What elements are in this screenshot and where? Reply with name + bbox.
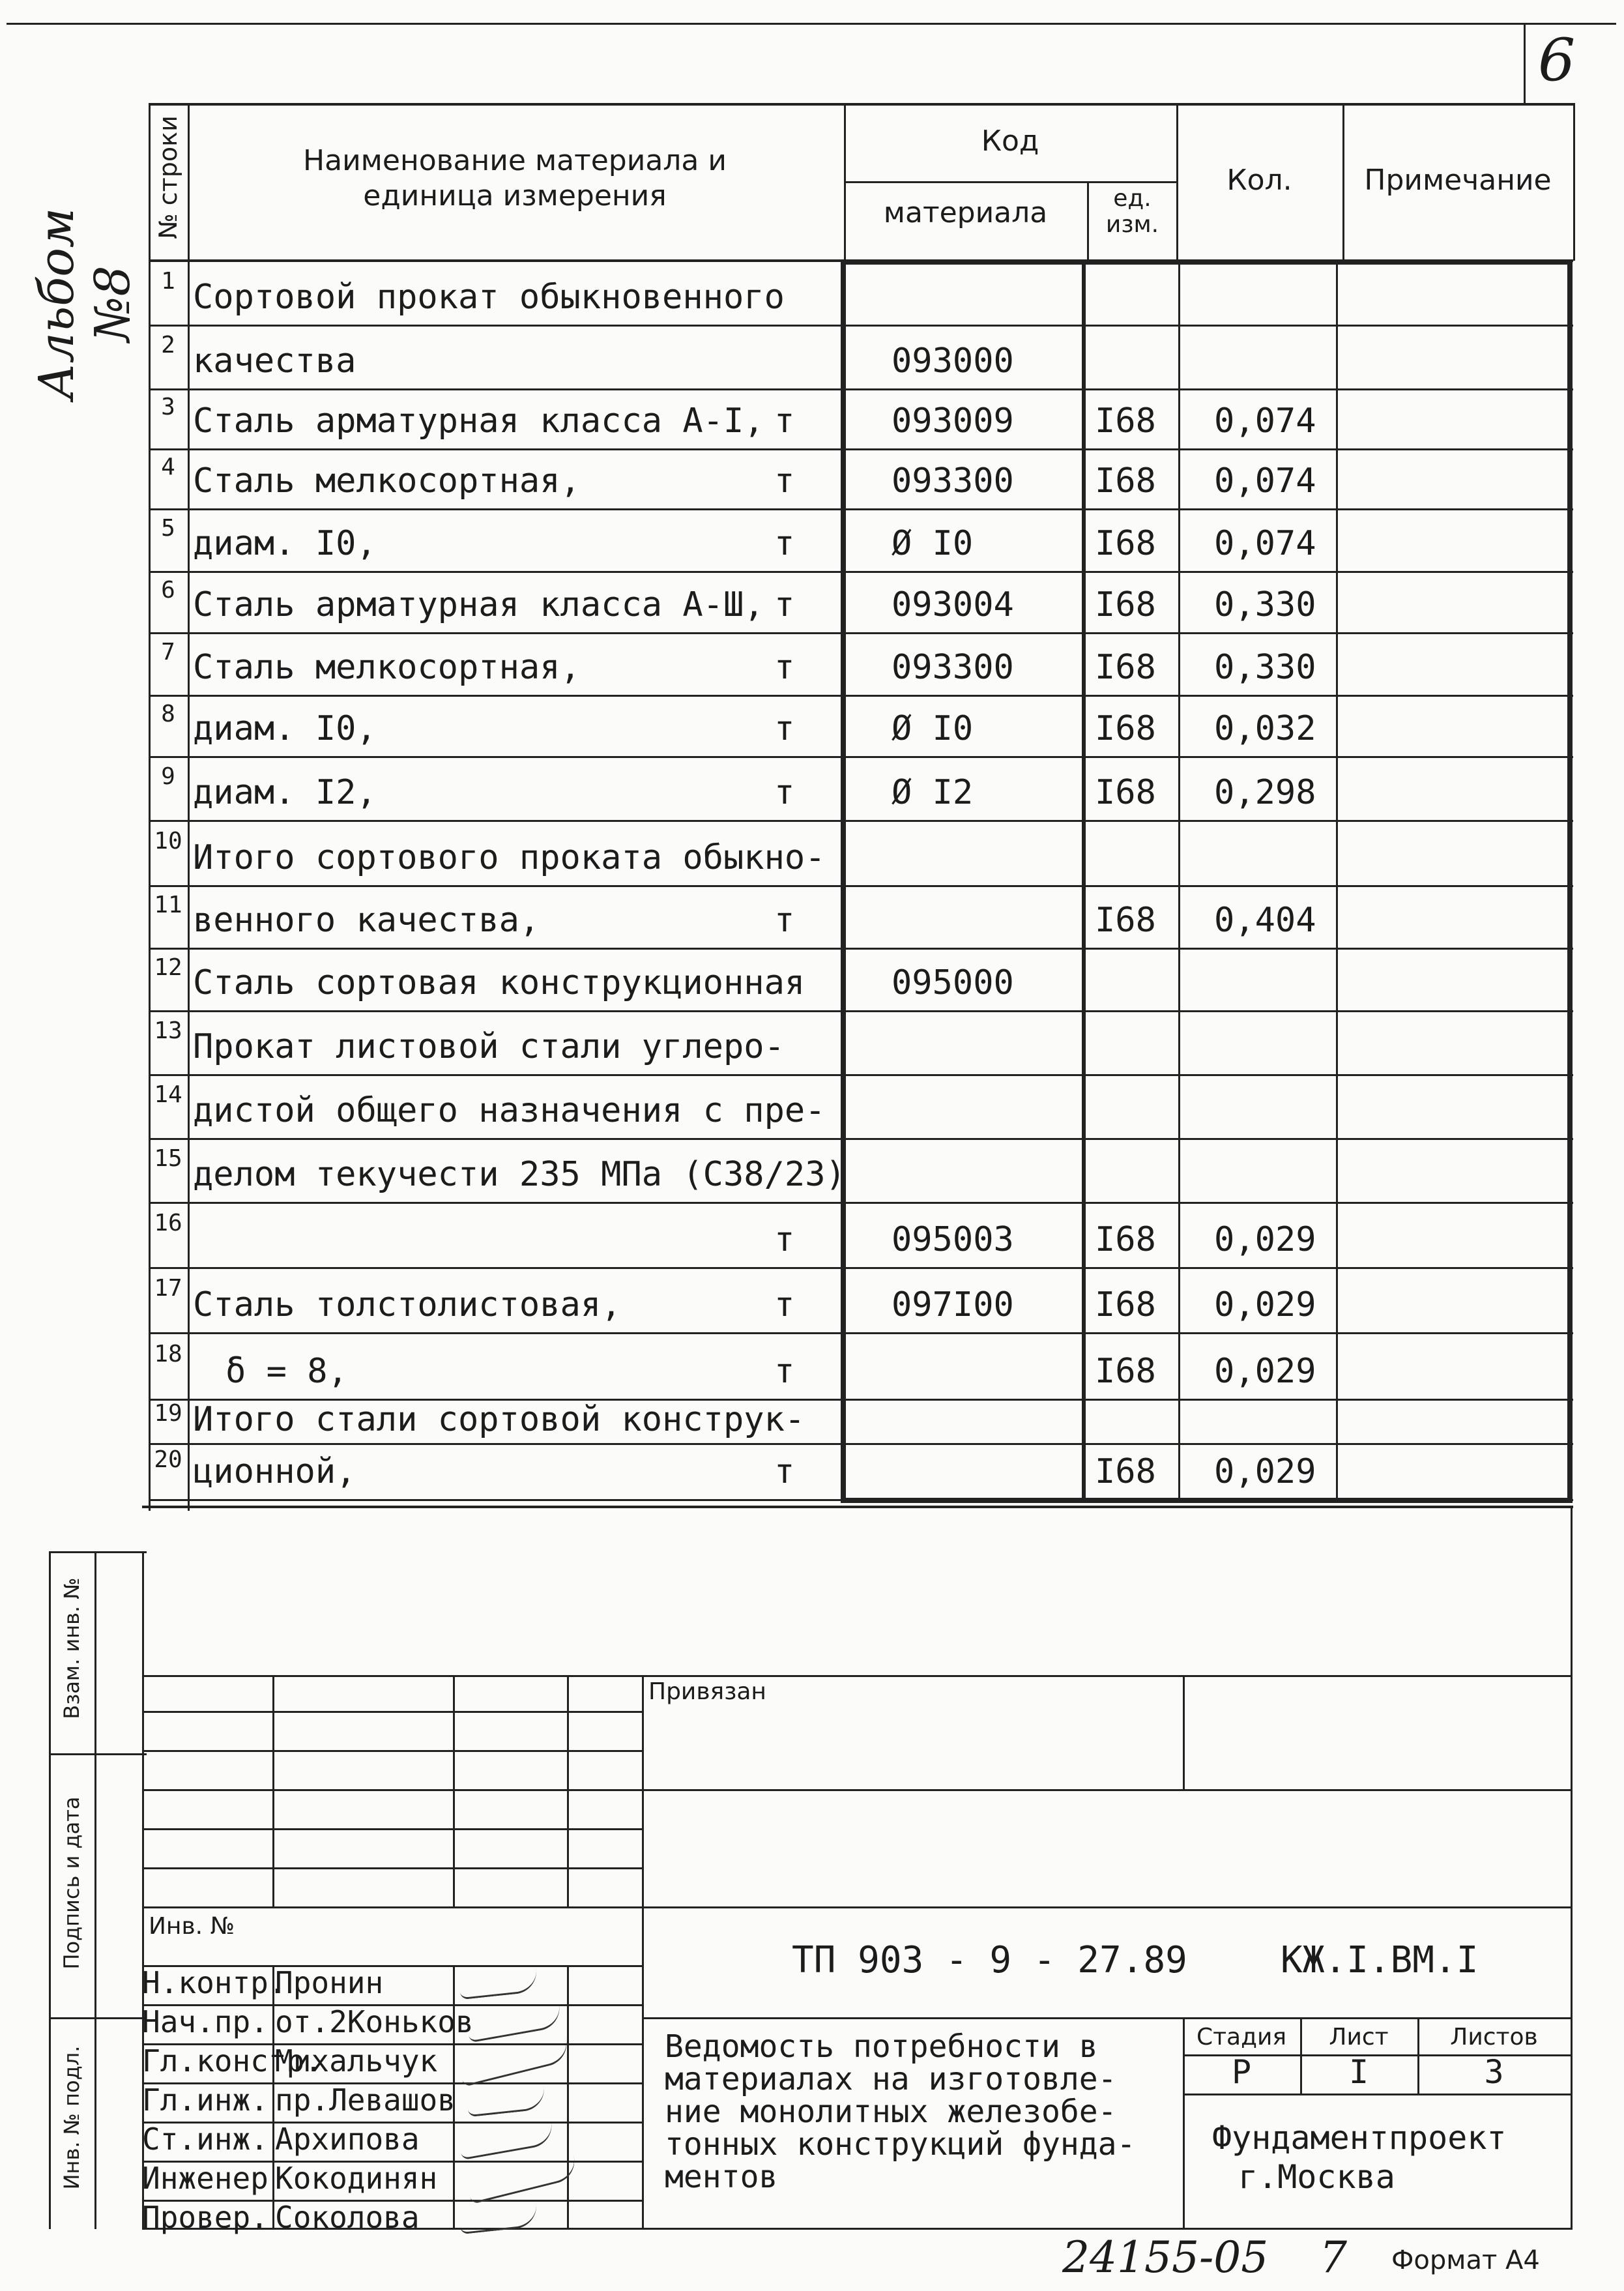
- side-vzam: Взам. инв. №: [59, 1577, 84, 1719]
- row-name: Сортовой прокат обыкновенного: [193, 278, 785, 317]
- table-row: [149, 1075, 1573, 1139]
- row-qty: 0,074: [1214, 461, 1316, 501]
- row-number: 15: [154, 1145, 182, 1172]
- privyazan-label: Привязан: [648, 1678, 766, 1705]
- row-unit-t: т: [774, 401, 795, 441]
- signer-role: Гл.инж.: [142, 2082, 268, 2118]
- sheets-label: Листов: [1450, 2024, 1538, 2050]
- signature-mark: [458, 2122, 555, 2161]
- table-row: [149, 1400, 1573, 1444]
- row-code: 093009: [892, 401, 1014, 441]
- signer-name: Соколова: [275, 2200, 420, 2235]
- table-row: [149, 634, 1573, 696]
- row-name: диам. I2,: [193, 773, 377, 812]
- row-unit-code: I68: [1095, 773, 1156, 812]
- table-row: [149, 572, 1573, 634]
- row-unit-code: I68: [1095, 1220, 1156, 1259]
- sheets-value: 3: [1484, 2053, 1504, 2091]
- signature-mark: [458, 2038, 571, 2087]
- row-qty: 0,298: [1214, 773, 1316, 812]
- row-name: Прокат листовой стали углеро-: [193, 1027, 785, 1066]
- row-name: Сталь мелкосортная,: [193, 461, 581, 501]
- row-code: Ø I0: [892, 709, 974, 748]
- signer-name: Кокодинян: [275, 2161, 438, 2196]
- row-unit-code: I68: [1095, 1285, 1156, 1324]
- row-unit-t: т: [774, 524, 795, 563]
- row-unit-code: I68: [1095, 401, 1156, 441]
- page-number: 6: [1538, 26, 1576, 95]
- row-number: 2: [161, 332, 175, 358]
- row-unit-t: т: [774, 585, 795, 624]
- signer-role: Провер.: [142, 2200, 268, 2235]
- row-number: 7: [161, 639, 175, 665]
- row-unit-t: т: [774, 709, 795, 748]
- signature-mark: [466, 2004, 563, 2043]
- row-code: 095000: [892, 963, 1014, 1002]
- signer-role: Гл.констр.: [142, 2043, 323, 2079]
- header-code: Код: [981, 124, 1039, 158]
- row-number: 13: [154, 1017, 182, 1044]
- row-unit-t: т: [774, 1352, 795, 1391]
- header-unit: ед. изм.: [1105, 185, 1159, 238]
- header-material: материала: [883, 196, 1048, 229]
- album-label: Альбом №8: [29, 207, 141, 400]
- row-name: Сталь арматурная класса А-I,: [193, 401, 764, 441]
- row-code: Ø I2: [892, 773, 974, 812]
- row-qty: 0,330: [1214, 648, 1316, 687]
- stage-value: Р: [1231, 2053, 1252, 2091]
- table-row: [149, 1012, 1573, 1075]
- row-qty: 0,404: [1214, 901, 1316, 940]
- table-row: [149, 821, 1573, 886]
- row-unit-code: I68: [1095, 461, 1156, 501]
- row-number: 8: [161, 701, 175, 727]
- row-qty: 0,074: [1214, 524, 1316, 563]
- page-box-edge: [1524, 23, 1526, 104]
- row-number: 11: [154, 892, 182, 918]
- row-qty: 0,029: [1214, 1285, 1316, 1324]
- header-row-no: № строки: [154, 115, 182, 239]
- signer-name: Архипова: [275, 2122, 420, 2157]
- row-name: δ = 8,: [225, 1352, 348, 1391]
- row-name: Сталь сортовая конструкционная: [193, 963, 805, 1002]
- table-row: [149, 696, 1573, 757]
- row-unit-code: I68: [1095, 1452, 1156, 1491]
- signer-role: Н.контр.: [142, 1965, 287, 2000]
- row-unit-t: т: [774, 1220, 795, 1259]
- row-number: 9: [161, 763, 175, 790]
- signer-name: Пронин: [275, 1965, 384, 2000]
- row-number: 18: [154, 1341, 182, 1367]
- row-name: Сталь мелкосортная,: [193, 648, 581, 687]
- table-row: [149, 390, 1573, 450]
- row-qty: 0,074: [1214, 401, 1316, 441]
- row-unit-t: т: [774, 901, 795, 940]
- side-inv-podl: Инв. № подл.: [59, 2045, 84, 2190]
- table-row: [149, 1203, 1573, 1268]
- row-qty: 0,029: [1214, 1352, 1316, 1391]
- row-name: качества: [193, 342, 356, 381]
- table-row: [149, 450, 1573, 510]
- row-unit-code: I68: [1095, 524, 1156, 563]
- row-code: 093300: [892, 648, 1014, 687]
- row-unit-code: I68: [1095, 585, 1156, 624]
- row-number: 6: [161, 577, 175, 604]
- sheet-label: Лист: [1329, 2024, 1389, 2050]
- table-row: [149, 262, 1573, 326]
- row-unit-code: I68: [1095, 901, 1156, 940]
- document-title: Ведомость потребности в материалах на изготовле- ние монолитных железобе- тонных конструкций фунда- ментов: [665, 2028, 1136, 2195]
- row-name: диам. I0,: [193, 709, 377, 748]
- signature-mark: [466, 2155, 579, 2204]
- signer-name: пр.Левашов: [275, 2082, 456, 2118]
- table-row: [149, 1268, 1573, 1334]
- row-code: Ø I0: [892, 524, 974, 563]
- format-label: Формат А4: [1391, 2245, 1540, 2275]
- signer-role: Инженер: [142, 2161, 268, 2196]
- table-row: [149, 886, 1573, 949]
- copy-number: 7: [1320, 2232, 1347, 2283]
- row-name: Сталь толстолистовая,: [193, 1285, 622, 1324]
- signer-role: Нач.пр.: [142, 2004, 268, 2039]
- header-qty: Кол.: [1226, 164, 1292, 197]
- row-unit-code: I68: [1095, 648, 1156, 687]
- row-unit-t: т: [774, 648, 795, 687]
- side-podpis: Подпись и дата: [59, 1796, 84, 1970]
- row-number: 17: [154, 1275, 182, 1302]
- row-name: делом текучести 235 МПа (С38/23): [193, 1155, 846, 1194]
- row-unit-t: т: [774, 1452, 795, 1491]
- row-unit-t: т: [774, 461, 795, 501]
- inv-no-label: Инв. №: [149, 1913, 235, 1940]
- row-qty: 0,330: [1214, 585, 1316, 624]
- row-name: Итого стали сортовой конструк-: [193, 1400, 805, 1439]
- signature-mark: [458, 2204, 538, 2234]
- row-name: Сталь арматурная класса А-Ш,: [193, 585, 764, 624]
- sheet-value: I: [1348, 2053, 1369, 2091]
- row-name: дистой общего назначения с пре-: [193, 1091, 826, 1130]
- row-number: 14: [154, 1081, 182, 1108]
- row-name: диам. I0,: [193, 524, 377, 563]
- row-unit-code: I68: [1095, 709, 1156, 748]
- organization: Фундаментпроект г.Москва: [1212, 2119, 1507, 2196]
- row-code: 093000: [892, 342, 1014, 381]
- row-code: 093004: [892, 585, 1014, 624]
- table-row: [149, 510, 1573, 572]
- signer-name: Михальчук: [275, 2043, 438, 2079]
- archive-number: 24155-05: [1062, 2232, 1269, 2283]
- signer-name: от.2Коньков: [275, 2004, 474, 2039]
- row-number: 1: [161, 268, 175, 295]
- signer-role: Ст.инж.: [142, 2122, 268, 2157]
- row-unit-code: I68: [1095, 1352, 1156, 1391]
- row-number: 4: [161, 454, 175, 480]
- table-row: [149, 1444, 1573, 1500]
- table-row: [149, 949, 1573, 1012]
- table-row: [149, 1334, 1573, 1400]
- table-row: [149, 1139, 1573, 1203]
- row-qty: 0,029: [1214, 1220, 1316, 1259]
- row-qty: 0,029: [1214, 1452, 1316, 1491]
- signature-mark: [458, 1969, 538, 2000]
- header-note: Примечание: [1364, 164, 1552, 197]
- row-unit-t: т: [774, 773, 795, 812]
- row-number: 5: [161, 515, 175, 542]
- doc-code: ТП 903 - 9 - 27.89: [792, 1939, 1187, 1981]
- row-number: 19: [154, 1400, 182, 1427]
- row-qty: 0,032: [1214, 709, 1316, 748]
- row-name: Итого сортового проката обыкно-: [193, 838, 826, 877]
- stage-label: Стадия: [1196, 2024, 1287, 2050]
- signature-mark: [466, 2086, 546, 2117]
- table-row: [149, 326, 1573, 390]
- row-number: 16: [154, 1210, 182, 1236]
- row-number: 3: [161, 394, 175, 420]
- header-name: Наименование материала и единица измерения: [303, 144, 727, 212]
- row-code: 097I00: [892, 1285, 1014, 1324]
- top-rule: [7, 23, 1616, 25]
- row-unit-t: т: [774, 1285, 795, 1324]
- sheet-code: КЖ.I.ВМ.I: [1281, 1939, 1479, 1981]
- row-name: ционной,: [193, 1452, 356, 1491]
- row-number: 10: [154, 828, 182, 854]
- row-code: 095003: [892, 1220, 1014, 1259]
- row-name: венного качества,: [193, 901, 540, 940]
- table-row: [149, 757, 1573, 821]
- row-code: 093300: [892, 461, 1014, 501]
- row-number: 20: [154, 1446, 182, 1473]
- row-number: 12: [154, 954, 182, 981]
